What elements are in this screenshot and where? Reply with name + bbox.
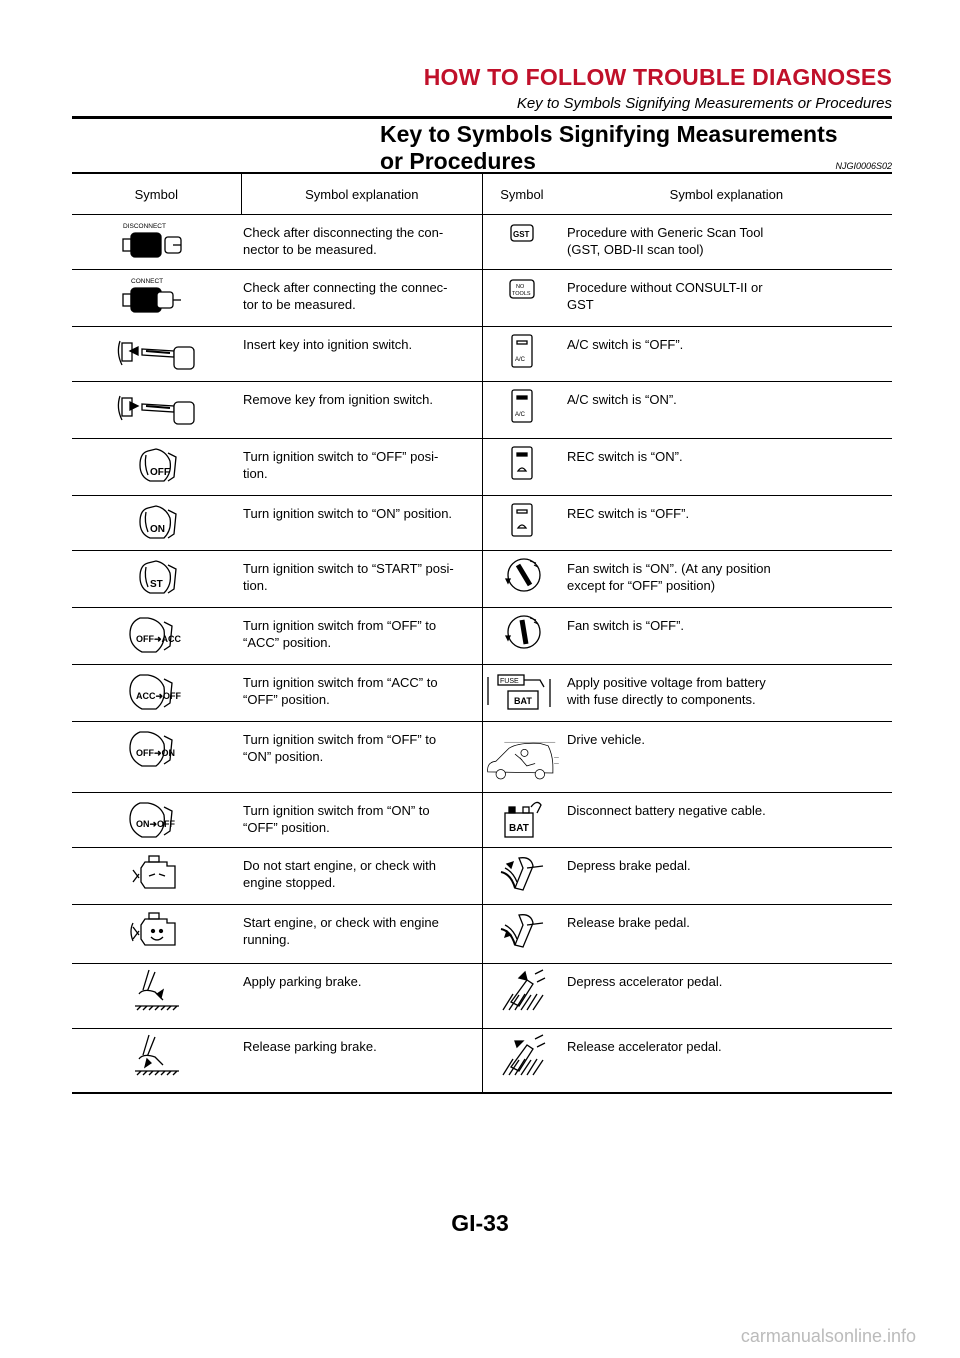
svg-text:ACC➜OFF: ACC➜OFF — [135, 691, 181, 701]
battery-disconnect-icon — [482, 793, 560, 847]
row-explanation-right: Depress accelerator pedal. — [567, 974, 723, 989]
table-row — [72, 270, 892, 327]
ac-switch-off-icon — [482, 327, 560, 381]
row-explanation-left: Turn ignition switch to “OFF” posi- tion. — [243, 449, 439, 481]
col-symbol-2: Symbol — [482, 174, 561, 214]
header-title: HOW TO FOLLOW TROUBLE DIAGNOSES — [423, 64, 892, 90]
insert-key-icon — [72, 327, 241, 381]
row-explanation-right: Depress brake pedal. — [567, 858, 691, 873]
row-explanation-left: Insert key into ignition switch. — [243, 337, 413, 352]
col-explanation-1: Symbol explanation — [241, 174, 482, 214]
table-row — [72, 1029, 892, 1092]
table-row — [72, 551, 892, 608]
svg-text:OFF➜ON: OFF➜ON — [135, 748, 175, 758]
fan-switch-on-icon — [482, 551, 560, 607]
page-number: GI-33 — [451, 1210, 509, 1236]
section-title: Key to Symbols Signifying Measurements or Procedures — [380, 121, 838, 174]
row-explanation-right: Release brake pedal. — [567, 915, 690, 930]
table-row — [72, 793, 892, 848]
svg-text:ON➜OFF: ON➜OFF — [135, 819, 175, 829]
row-explanation-right: Fan switch is “OFF”. — [567, 618, 685, 633]
table-row — [72, 848, 892, 905]
ignition-acc-to-off-icon — [72, 665, 241, 721]
fan-switch-off-icon — [482, 608, 560, 664]
svg-text:ST: ST — [149, 579, 163, 590]
depress-brake-icon — [482, 848, 560, 904]
disconnect-connector-icon — [72, 215, 241, 269]
table-row — [72, 382, 892, 439]
row-explanation-right: Disconnect battery negative cable. — [567, 803, 766, 818]
svg-text:OFF➜ACC: OFF➜ACC — [135, 634, 181, 644]
svg-text:OFF: OFF — [149, 467, 170, 478]
row-explanation-right: Fan switch is “ON”. (At any position except for “OFF” position) — [567, 561, 771, 593]
table-row — [72, 439, 892, 496]
row-explanation-left: Turn ignition switch from “ACC” to “OFF” position. — [243, 675, 438, 707]
svg-text:GST: GST — [512, 230, 529, 239]
table-row — [72, 608, 892, 665]
row-explanation-left: Turn ignition switch to “ON” position. — [243, 506, 453, 521]
svg-text:ON: ON — [149, 524, 165, 535]
row-explanation-right: A/C switch is “OFF”. — [567, 337, 684, 352]
svg-text:NO: NO — [515, 284, 524, 290]
fuse-battery-icon — [482, 665, 560, 721]
rec-switch-off-icon — [482, 496, 560, 550]
row-explanation-right: Release accelerator pedal. — [567, 1039, 722, 1054]
row-explanation-right: Procedure without CONSULT-II or GST — [567, 280, 763, 312]
table-row — [72, 496, 892, 551]
svg-text:A/C: A/C — [514, 357, 525, 363]
col-explanation-2: Symbol explanation — [669, 186, 784, 202]
header-subtitle: Key to Symbols Signifying Measurements or Procedures — [516, 95, 892, 112]
svg-text:A/C: A/C — [514, 412, 525, 418]
ignition-start-icon — [72, 551, 241, 607]
row-explanation-right: Apply positive voltage from battery with fuse directly to components. — [567, 675, 766, 707]
row-explanation-left: Start engine, or check with engine running. — [243, 915, 439, 947]
table-row — [72, 964, 892, 1029]
depress-accelerator-icon — [482, 964, 560, 1028]
svg-text:TOOLS: TOOLS — [511, 291, 531, 297]
ignition-off-to-acc-icon — [72, 608, 241, 664]
table-row — [72, 665, 892, 722]
svg-text:BAT: BAT — [513, 696, 532, 706]
row-explanation-left: Apply parking brake. — [243, 974, 362, 989]
engine-stopped-icon — [72, 848, 241, 904]
svg-text:DISCONNECT: DISCONNECT — [122, 223, 166, 230]
engine-running-icon — [72, 905, 241, 963]
section-code: NJGI0006S02 — [835, 161, 892, 171]
table-row — [72, 215, 892, 270]
header-rule — [72, 116, 892, 119]
watermark: carmanualsonline.info — [740, 1326, 916, 1346]
rec-switch-on-icon — [482, 439, 560, 495]
row-explanation-right: REC switch is “ON”. — [567, 449, 683, 464]
table-row — [72, 327, 892, 382]
remove-key-icon — [72, 382, 241, 438]
apply-parking-brake-icon — [72, 964, 241, 1028]
svg-text:BAT: BAT — [508, 823, 529, 834]
ignition-on-to-off-icon — [72, 793, 241, 847]
table-header — [72, 174, 892, 215]
release-brake-icon — [482, 905, 560, 963]
row-explanation-left: Turn ignition switch to “START” posi- tion. — [243, 561, 454, 593]
row-explanation-left: Turn ignition switch from “ON” to “OFF” position. — [243, 803, 430, 835]
row-explanation-left: Do not start engine, or check with engine stopped. — [243, 858, 436, 890]
release-parking-brake-icon — [72, 1029, 241, 1092]
svg-text:CONNECT: CONNECT — [130, 278, 163, 285]
row-explanation-right: Procedure with Generic Scan Tool (GST, OBD-II scan tool) — [567, 225, 764, 257]
row-explanation-left: Turn ignition switch from “OFF” to “ACC” position. — [243, 618, 437, 650]
table-row — [72, 722, 892, 793]
row-explanation-left: Release parking brake. — [243, 1039, 377, 1054]
release-accelerator-icon — [482, 1029, 560, 1092]
row-explanation-right: A/C switch is “ON”. — [567, 392, 677, 407]
svg-text:FUSE: FUSE — [499, 678, 519, 685]
connect-connector-icon — [72, 270, 241, 326]
symbols-table — [72, 172, 892, 1094]
table-row — [72, 905, 892, 964]
col-symbol-1: Symbol — [134, 186, 178, 202]
row-explanation-left: Remove key from ignition switch. — [243, 392, 434, 407]
ignition-off-icon — [72, 439, 241, 495]
table-body — [72, 215, 892, 1092]
gst-icon — [482, 215, 560, 269]
ignition-off-to-on-icon — [72, 722, 241, 792]
no-tools-icon — [482, 270, 560, 326]
row-explanation-left: Turn ignition switch from “OFF” to “ON” position. — [243, 732, 437, 764]
ignition-on-icon — [72, 496, 241, 550]
row-explanation-left: Check after connecting the connec- tor to be measured. — [243, 280, 448, 312]
row-explanation-right: Drive vehicle. — [567, 732, 646, 747]
row-explanation-right: REC switch is “OFF”. — [567, 506, 690, 521]
drive-vehicle-icon — [482, 722, 560, 792]
row-explanation-left: Check after disconnecting the con- nector to be measured. — [243, 225, 444, 257]
ac-switch-on-icon — [482, 382, 560, 438]
